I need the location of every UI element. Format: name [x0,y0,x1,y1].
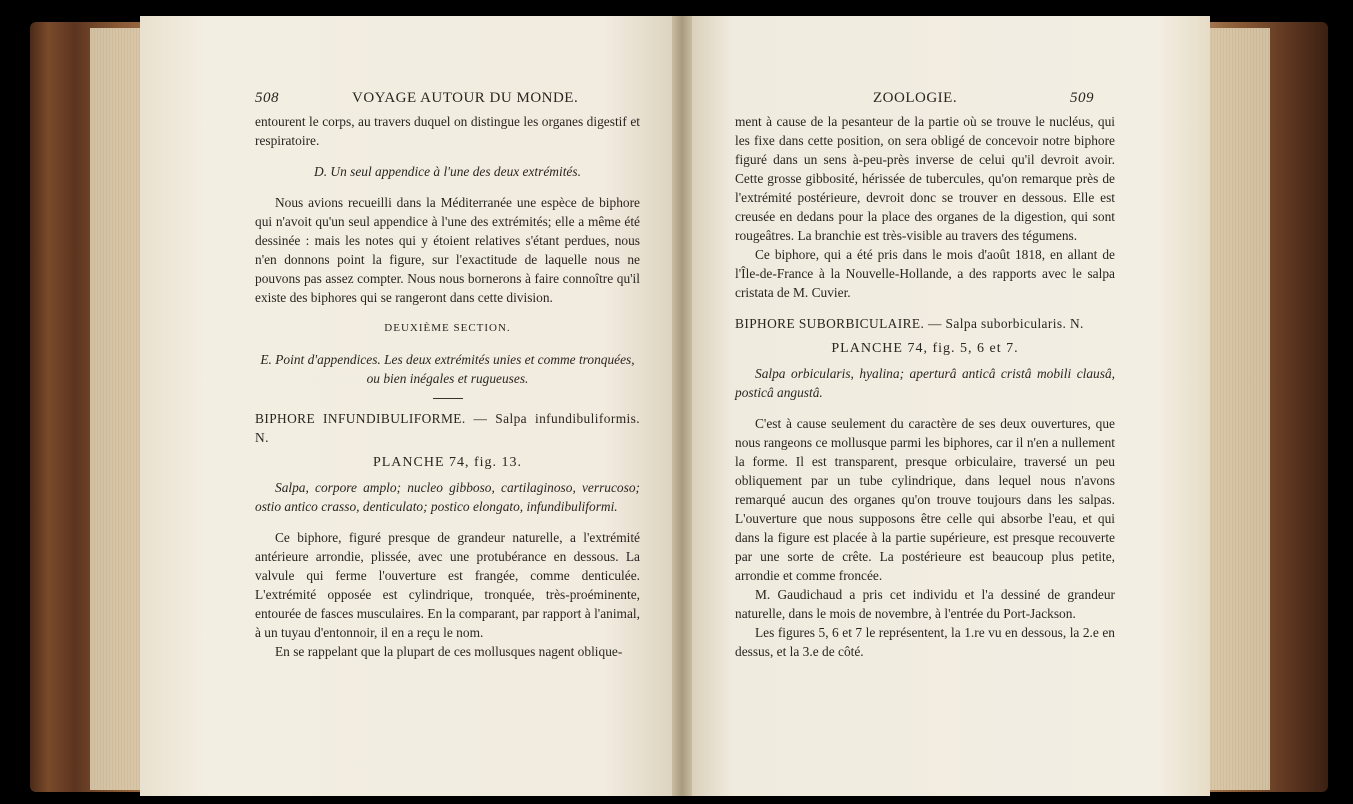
paragraph: Ce biphore, figuré presque de grandeur naturelle, a l'extrémité antérieure arrondie, plissée, avec une protubérance en dessous. La valvule qui ferme l'ouverture est frangée, comme denticulée. L'extrémité opposée est cylindrique, tronquée, très-proéminente, entourée de fasces musculaires. En la comparant, par rapport à l'animal, à un tuyau d'entonnoir, il en a reçu le nom. [255,530,640,640]
left-page-number: 508 [255,90,279,106]
paragraph: Ce biphore, qui a été pris dans le mois d'août 1818, en allant de l'Île-de-France à la Nouvelle-Hollande, a des rapports avec le salpa cristata de M. Cuvier. [735,247,1115,300]
plate-reference: PLANCHE 74, fig. 5, 6 et 7. [831,341,1019,356]
left-running-title: VOYAGE AUTOUR DU MONDE. [352,90,579,106]
species-heading: BIPHORE SUBORBICULAIRE. — Salpa suborbicularis. N. [735,316,1084,331]
paragraph: ment à cause de la pesanteur de la partie où se trouve le nucléus, qui les fixe dans cette position, on sera obligé de concevoir notre biphore figuré dans un sens à-peu-près inverse de celui qu'il devroit avoir. Cette grosse gibbosité, hérissée de tubercules, qu'on remarque près de l'extrémité postérieure, devroit donc se trouver en dessous. Elle est creusée en dedans pour la place des organes de la digestion, qui sont rougeâtres. La branchie est très-visible au travers des tégumens. [735,114,1115,243]
paragraph: entourent le corps, au travers duquel on distingue les organes digestif et respiratoire. [255,114,640,148]
paragraph: Les figures 5, 6 et 7 le représentent, la 1.re vu en dessous, la 2.e en dessus, et la 3.e de côté. [735,625,1115,659]
right-running-title: ZOOLOGIE. [873,90,958,106]
plate-reference: PLANCHE 74, fig. 13. [372,455,523,470]
latin-diagnosis: Salpa orbicularis, hyalina; aperturâ anticâ cristâ mobili clausâ, posticâ angustâ. [735,366,1115,400]
section-title: DEUXIÈME SECTION. [384,322,511,334]
latin-diagnosis: Salpa, corpore amplo; nucleo gibboso, cartilaginoso, verrucoso; ostio antico crasso, denticulato; postico elongato, infundibuliformi. [255,480,640,514]
section-heading: E. Point d'appendices. Les deux extrémités unies et comme tronquées, ou bien inégales et rugueuses. [260,352,635,386]
section-heading: D. Un seul appendice à l'une des deux extrémités. [314,164,581,179]
paragraph: C'est à cause seulement du caractère de ses deux ouvertures, que nous rangeons ce mollusque parmi les biphores, car il n'en a nullement la forme. Il est transparent, presque orbiculaire, traversé un peu obliquement par un tube cylindrique, dans lequel nous n'avons remarqué aucun des organes qu'on trouve toujours dans les salpas. L'ouverture que nous supposons être celle qui absorbe l'eau, et qui dans la figure est placée à la partie supérieure, est presque recouverte par une sorte de crête. La postérieure est beaucoup plus petite, arrondie et comme froncée. [735,416,1115,583]
paragraph: Nous avions recueilli dans la Méditerranée une espèce de biphore qui n'avoit qu'un seul appendice à l'une des extrémités; elle a même été dessinée : mais les notes qui y étoient relatives s'étant perdues, nous n'en donnons point la figure, sur l'exactitude de laquelle nous ne pouvons pas assez compter. Nous nous bornerons à faire connoître qu'il existe des biphores qui se rangeront dans cette division. [255,195,640,305]
right-text-column [735,112,1115,661]
paragraph: En se rappelant que la plupart de ces mollusques nagent oblique- [275,644,623,659]
species-heading: BIPHORE INFUNDIBULIFORME. — Salpa infundibuliformis. N. [255,411,640,445]
right-page-number: 509 [1070,90,1094,106]
left-text-column [255,112,640,661]
paragraph: M. Gaudichaud a pris cet individu et l'a dessiné de grandeur naturelle, dans le mois de novembre, à l'entrée du Port-Jackson. [735,587,1115,621]
book-gutter [672,16,692,796]
divider-rule [433,398,463,399]
